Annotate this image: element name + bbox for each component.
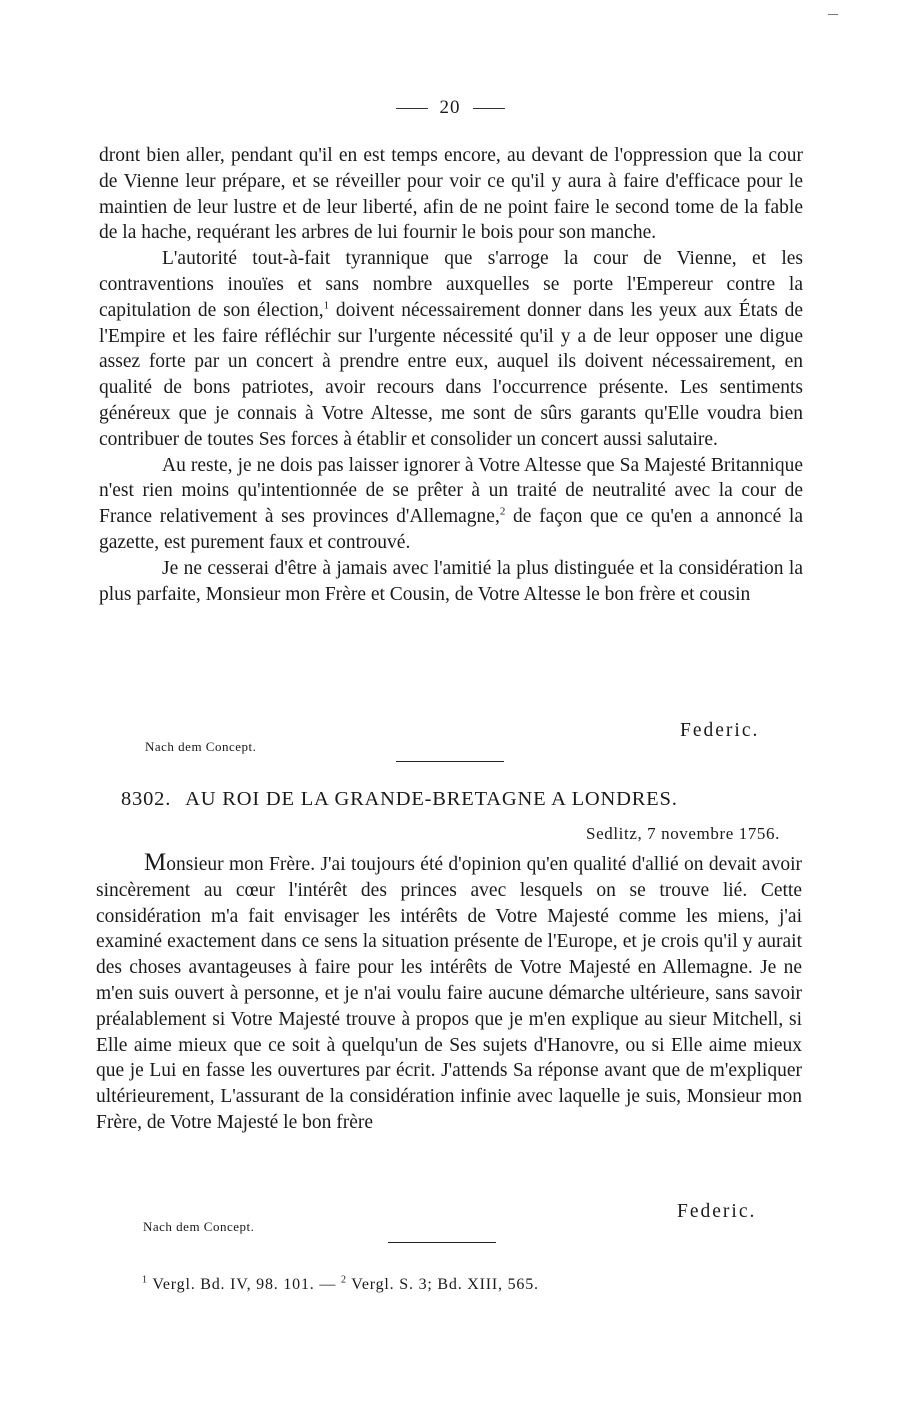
letter-1-paragraph-2 xyxy=(99,246,803,452)
letter-2-source-note: Nach dem Concept. xyxy=(143,1219,255,1234)
section-divider-1 xyxy=(396,761,504,762)
footnotes xyxy=(142,1276,539,1294)
footnote-mark-2: 2 xyxy=(340,1274,347,1286)
letter-2-heading xyxy=(121,788,781,811)
letter-2-text: onsieur mon Frère. J'ai toujours été d'opinion qu'en qualité d'allié on devait avoir sincèrement au cœur l'intérêt des princes avec lesquels on se trouve lié. Cette considération m'a fait envisager les intérêts de Votre Majesté comme les miens, j'ai examiné exactement dans ce sens la situation présente de l'Europe, et je crois qu'il y aurait des choses avantageuses à faire pour les intérêts de Votre Majesté en Allemagne. Je ne m'en suis ouvert à personne, et je n'ai voulu faire aucune démarche ultérieure, sans savoir préalablement si Votre Majesté trouve à propos que je m'en explique au sieur Mitchell, si Elle aime mieux que ce soit à quelqu'un de Ses sujets d'Hanovre, ou si Elle aime mieux que je Lui en fasse les ouvertures par écrit. J'attends Sa réponse avant que de m'expliquer ultérieurement, L'assurant de la considération infinie avec laquelle je suis, Monsieur mon Frère, de Votre Majesté le bon frère xyxy=(96,854,802,1133)
letter-2-body xyxy=(96,850,802,1136)
letter-1-paragraph-2-part-b: doivent nécessairement donner dans les yeux aux États de l'Empire et les faire réfléchir sur l'urgente nécessité qu'il y a de leur opposer une digue assez forte par un concert à prendre entre eux, auquel ils doivent nécessairement, en qualité de bons patriotes, avoir recours dans l'occurrence présente. Les sentiments généreux que je connais à Votre Altesse, me sont de sûrs garants qu'Elle voudra bien contribuer de toutes Ses forces à établir et consolider un concert aussi salutaire. xyxy=(99,299,803,450)
letter-2-title: AU ROI DE LA GRANDE-BRETAGNE A LONDRES. xyxy=(185,788,678,810)
footnote-mark-1: 1 xyxy=(142,1274,148,1286)
page-number-dash-left xyxy=(396,108,428,109)
footnote-ref-2: 2 xyxy=(499,505,506,518)
letter-1-paragraph-1: dront bien aller, pendant qu'il en est temps encore, au devant de l'oppression que la cour de Vienne leur prépare, et se réveiller pour voir ce qu'il y aura à faire d'efficace pour le maintien de leur lustre et de leur liberté, afin de ne point faire le second tome de la fable de la hache, requérant les arbres de lui fournir le bois pour son manche. xyxy=(99,145,803,244)
letter-2-dropcap: M xyxy=(144,849,167,876)
page-number-text: 20 xyxy=(439,97,461,118)
corner-mark xyxy=(828,14,838,15)
section-divider-2 xyxy=(388,1242,496,1243)
footnote-text-2: Vergl. S. 3; Bd. XIII, 565. xyxy=(346,1276,539,1293)
letter-2-number: 8302. xyxy=(121,788,172,810)
letter-1-paragraph-3 xyxy=(99,453,803,556)
page-number-dash-right xyxy=(473,108,505,109)
letter-1-paragraph-3-part-b: de façon que ce qu'en a annoncé la gazette, est purement faux et controuvé. xyxy=(99,506,803,553)
letter-1-paragraph-2-part-a: L'autorité tout-à-fait tyrannique que s'arroge la cour de Vienne, et les contraventions inouïes et sans nombre auxquelles se porte l'Empereur contre la capitulation de son élection, xyxy=(99,248,803,321)
letter-1-source-note: Nach dem Concept. xyxy=(145,739,257,754)
letter-2-paragraph xyxy=(96,850,802,1136)
page-number xyxy=(0,97,900,119)
letter-2-dateline: Sedlitz, 7 novembre 1756. xyxy=(586,824,780,843)
letter-1-paragraph-3-part-a: Au reste, je ne dois pas laisser ignorer à Votre Altesse que Sa Majesté Britannique n'est rien moins qu'intentionnée de se prêter à un traité de neutralité avec la cour de France relativement à ses provinces d'Allemagne, xyxy=(99,454,803,528)
footnote-text-1: Vergl. Bd. IV, 98. 101. — xyxy=(147,1276,341,1293)
letter-1-signature: Federic. xyxy=(680,720,760,741)
footnote-ref-1: 1 xyxy=(323,299,330,312)
letter-2-signature: Federic. xyxy=(677,1201,757,1222)
letter-1-closing: Je ne cesserai d'être à jamais avec l'amitié la plus distinguée et la considération la plus parfaite, Monsieur mon Frère et Cousin, de Votre Altesse le bon frère et cousin xyxy=(99,557,803,605)
letter-1-body xyxy=(99,143,803,607)
